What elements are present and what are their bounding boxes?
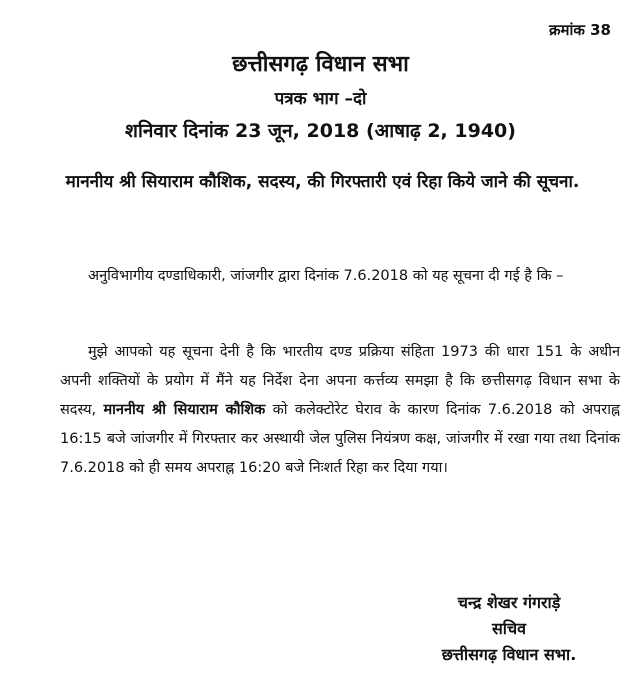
- serial-number: क्रमांक 38: [549, 21, 611, 39]
- bulletin-part: पत्रक भाग –दो: [274, 89, 367, 109]
- member-name: माननीय श्री सियाराम कौशिक: [103, 402, 266, 418]
- body-paragraph: [60, 338, 620, 483]
- signature-block: [399, 590, 619, 668]
- notice-subject: माननीय श्री सियाराम कौशिक, सदस्य, की गिरफ्तारी एवं रिहा किये जाने की सूचना.: [65, 172, 580, 192]
- bulletin-date: शनिवार दिनांक 23 जून, 2018 (आषाढ़ 2, 1940): [125, 120, 516, 142]
- intro-paragraph: अनुविभागीय दण्डाधिकारी, जांजगीर द्वारा दिनांक 7.6.2018 को यह सूचना दी गई है कि –: [88, 268, 564, 284]
- signatory-designation: सचिव: [491, 619, 527, 638]
- assembly-title: छत्तीसगढ़ विधान सभा: [232, 52, 409, 77]
- signatory-office: छत्तीसगढ़ विधान सभा.: [441, 645, 577, 664]
- body-text-part-1: मुझे आपको यह सूचना देनी है कि भारतीय दण्ड प्रक्रिया संहिता 1973 की धारा 151 के अधीन अपनी शक्तियों के प्रयोग में मैंने यह निर्देश देना अपना कर्त्तव्य समझा है कि छत्तीसगढ़ विधान सभा के सदस्य,: [60, 344, 620, 418]
- signatory-name: चन्द्र शेखर गंगराड़े: [457, 593, 561, 612]
- body-text-part-2: को कलेक्टोरेट घेराव के कारण दिनांक 7.6.2018 को अपराह्न 16:15 बजे जांजगीर में गिरफ्तार कर अस्थायी जेल पुलिस नियंत्रण कक्ष, जांजगीर में रखा गया तथा दिनांक 7.6.2018 को ही समय अपराह्न 16:20 बजे निःशर्त रिहा कर दिया गया।: [60, 402, 620, 476]
